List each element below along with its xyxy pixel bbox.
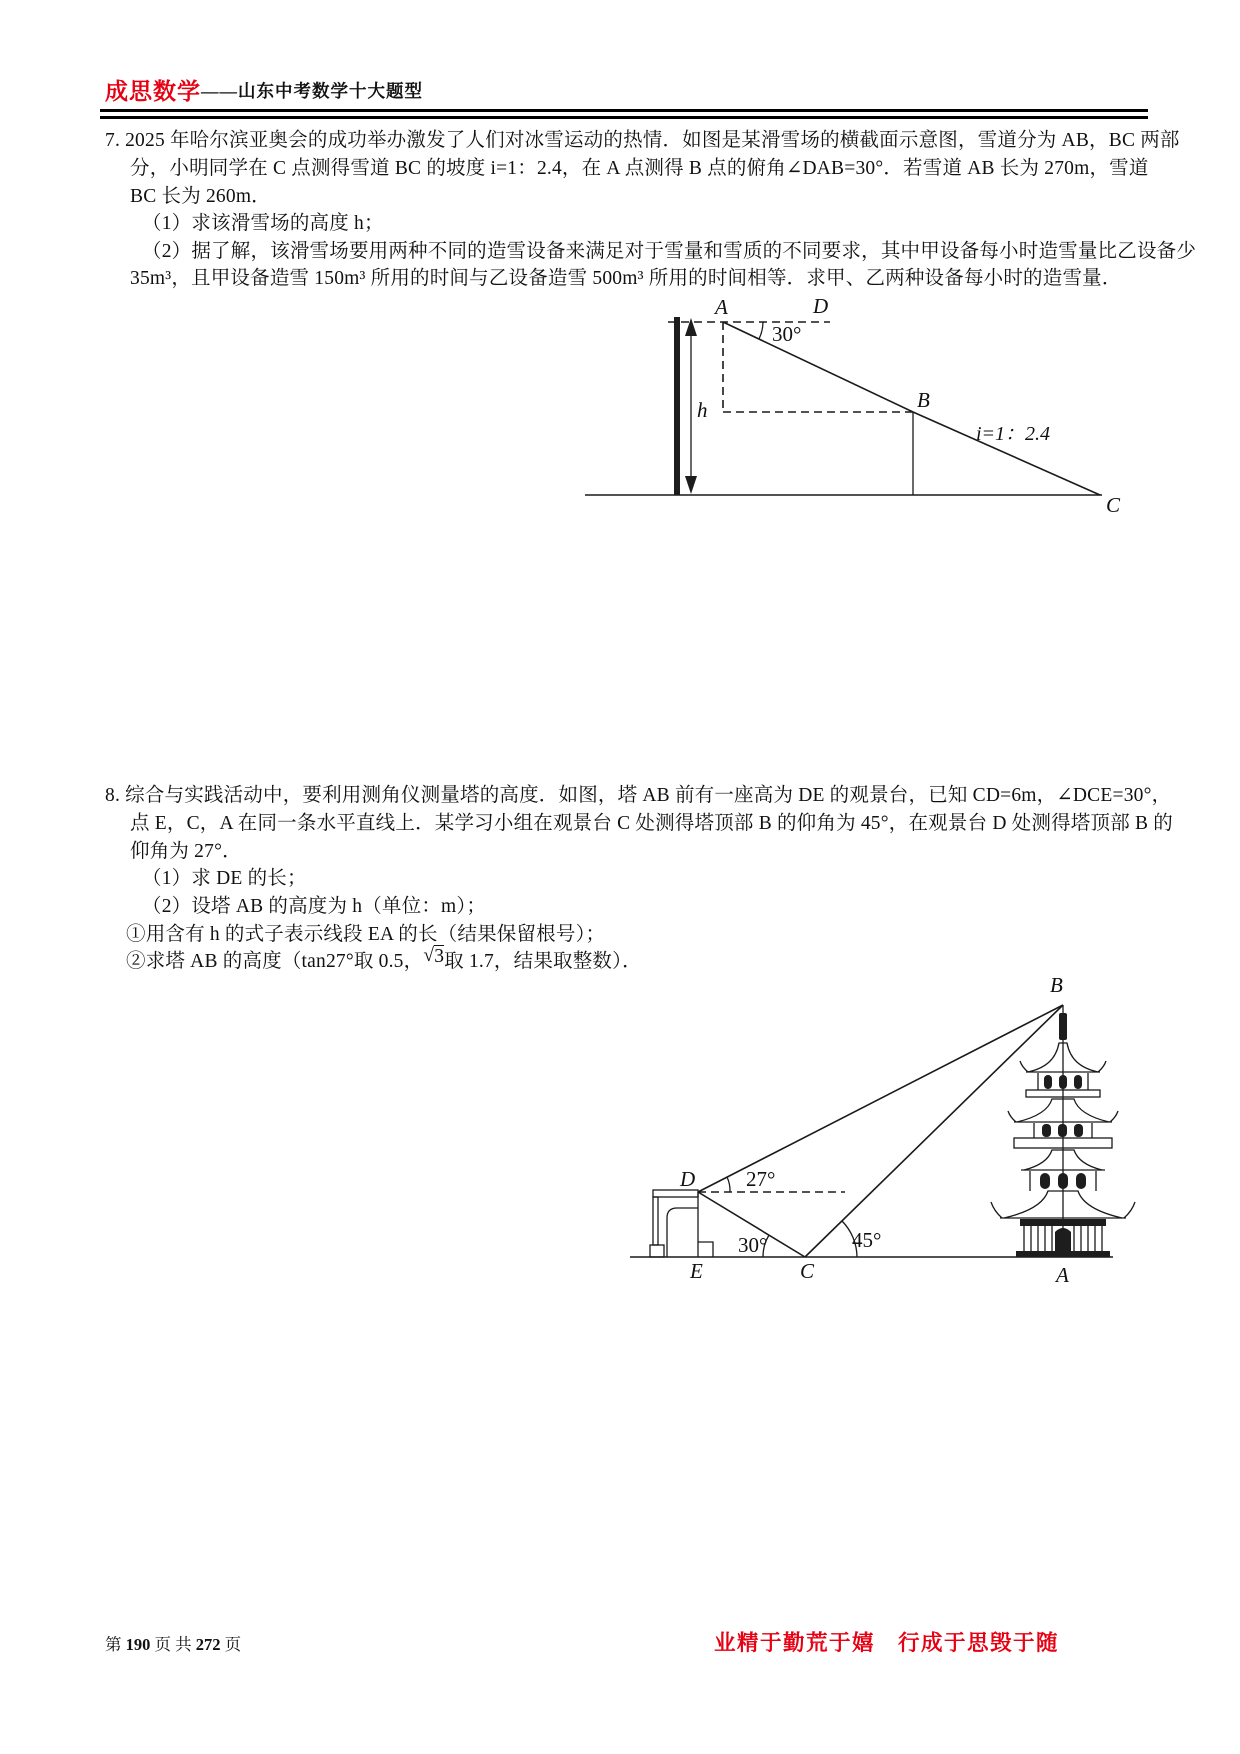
right-angle-mark-E [698,1242,713,1257]
problem7-line-6: 35m³，且甲设备造雪 150m³ 所用的时间与乙设备造雪 500m³ 所用的时间相等．求甲、乙两种设备每小时的造雪量． [130,268,1122,289]
label-angle-45: 45° [852,1228,882,1252]
header-subtitle: ——山东中考数学十大题型 [201,81,423,101]
window [1059,1075,1067,1089]
page-number [105,1631,241,1655]
window [1058,1124,1067,1137]
angle-arc-30 [759,322,763,339]
sight-line-DB [698,1005,1063,1192]
label-A: A [715,295,728,319]
window [1058,1173,1068,1189]
roof1-tip-left [1020,1061,1028,1072]
item2-text-post: 取 1.7，结果取整数）． [444,951,642,972]
label-D: D [680,1167,696,1191]
window [1076,1173,1086,1189]
problem8-subquestion-2: （2）设塔 AB 的高度为 h（单位：m）； [142,896,487,917]
label-A: A [1056,1263,1069,1287]
window [1040,1173,1050,1189]
problem8-line-2: 点 E，C，A 在同一条水平直线上．某学习小组在观景台 C 处测得塔顶部 B 的仰角为 45°，在观景台 D 处测得塔顶部 B 的 [130,813,1173,834]
header-rule-top [100,109,1148,112]
label-angle-27: 27° [746,1167,776,1191]
label-B: B [1050,973,1063,997]
figure7-svg [580,290,1140,530]
page-prefix: 第 [105,1635,126,1654]
page-suffix: 页 [220,1635,242,1654]
window [1074,1075,1082,1089]
header-rule-bottom [100,116,1148,119]
window [1044,1075,1052,1089]
problem8-line-1: 8. 综合与实践活动中，要利用测角仪测量塔的高度．如图，塔 AB 前有一座高为 DE 的观景台，已知 CD=6m，∠DCE=30°， [105,785,1172,806]
problem7-subquestion-1: （1）求该滑雪场的高度 h； [142,213,384,234]
figure8-svg [600,960,1145,1295]
platform-top-bar [653,1190,698,1197]
observation-platform [650,1190,698,1257]
height-arrow-down-head [685,476,697,494]
pagoda-finial [1059,1013,1067,1040]
label-slope-ratio: i=1：2.4 [976,423,1051,445]
sqrt-sign: √ [423,945,435,966]
pavilion-beam [1020,1219,1106,1226]
problem8-item-1: ①用含有 h 的式子表示线段 EA 的长（结果保留根号）； [126,924,606,945]
roof4-tip-left [991,1202,1002,1218]
roof2-tip-right [1110,1111,1118,1122]
slope-line-ABC [723,322,1100,495]
problem7-line-3: BC 长为 260m． [130,186,271,207]
brand-logo-text: 成思数学 [105,79,201,104]
roof1-tip-right [1098,1061,1106,1072]
height-arrow-up-head [685,318,697,336]
label-B: B [917,388,930,412]
problem8-line-3: 仰角为 27°． [130,841,242,862]
pavilion-door [1055,1228,1071,1251]
label-E: E [690,1259,703,1283]
problem8-item-2 [126,945,642,973]
problem7-subquestion-2: （2）据了解，该滑雪场要用两种不同的造雪设备来满足对于雪量和雪质的不同要求，其中甲设备每小时造雪量比乙设备少 [142,241,1197,262]
label-h: h [697,398,708,422]
label-angle-30: 30° [738,1233,768,1257]
angle-arc-27 [727,1177,730,1192]
platform-foot [650,1245,664,1257]
platform-arch [667,1208,698,1257]
pagoda [991,1005,1135,1257]
figure-problem8-pagoda [600,960,1145,1295]
problem7-line-2: 分，小明同学在 C 点测得雪道 BC 的坡度 i=1：2.4，在 A 点测得 B 点的俯角∠DAB=30°．若雪道 AB 长为 270m，雪道 [130,158,1149,179]
label-C: C [1106,493,1121,517]
figure-problem7-ski-slope [580,290,1140,530]
problem7-line-1: 7. 2025 年哈尔滨亚奥会的成功举办激发了人们对冰雪运动的热情．如图是某滑雪场的横截面示意图，雪道分为 AB，BC 两部 [105,130,1180,151]
label-D: D [813,294,829,318]
page-header [105,73,423,106]
footer-motto: 业精于勤荒于嬉 行成于思毁于随 [714,1631,1060,1655]
item2-text-pre: ②求塔 AB 的高度（tan27°取 0.5， [126,951,424,972]
vertical-pole [674,317,680,495]
label-angle-30: 30° [772,322,802,346]
page-mid: 页 共 [150,1635,196,1654]
roof4-tip-right [1124,1202,1135,1218]
window [1074,1124,1083,1137]
total-page-number: 272 [195,1635,221,1654]
problem8-subquestion-1: （1）求 DE 的长； [142,868,307,889]
roof2-tip-left [1008,1111,1016,1122]
window [1042,1124,1051,1137]
pavilion-base-slab [1016,1251,1110,1257]
sqrt-radicand: 3 [434,946,445,967]
label-C: C [800,1259,815,1283]
current-page-number: 190 [125,1635,151,1654]
platform-left-post [653,1197,658,1245]
